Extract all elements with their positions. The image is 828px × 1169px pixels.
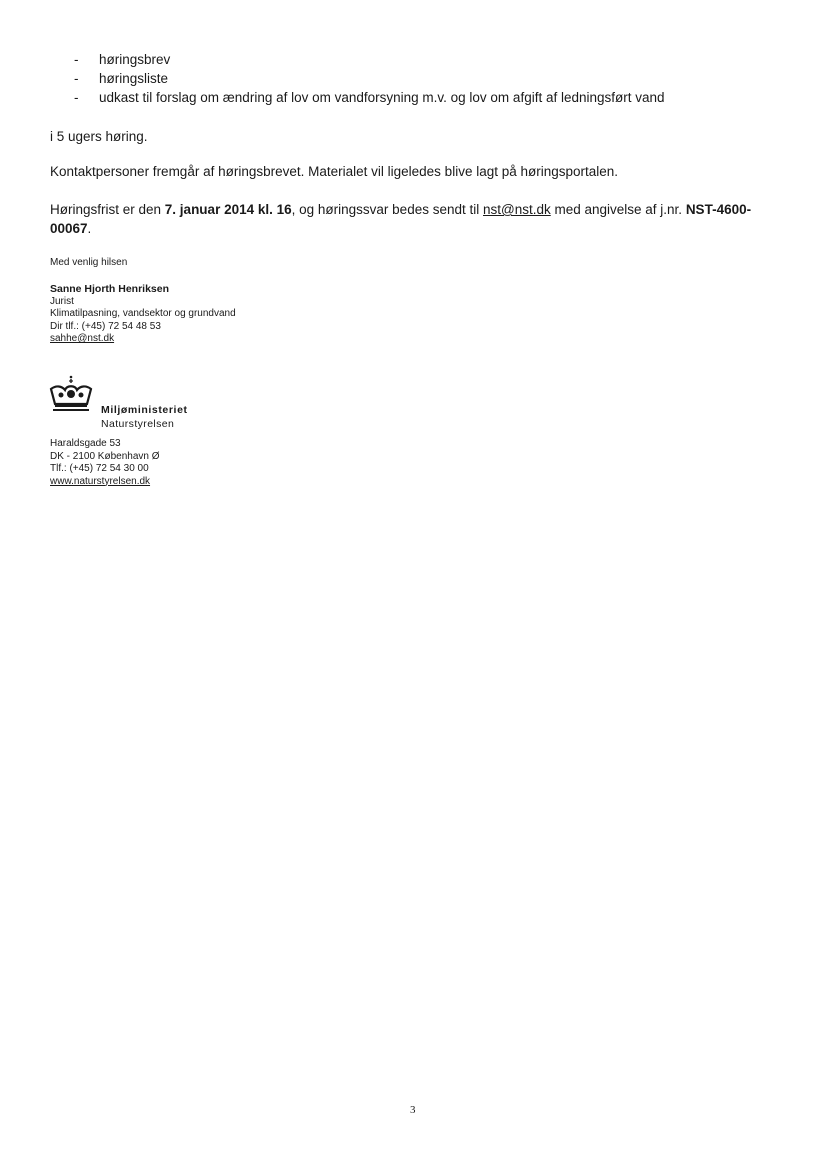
hearing-period-text: i 5 ugers høring. [50,129,148,144]
list-item-text: høringsliste [99,71,169,86]
list-dash: - [74,90,79,105]
contact-text: Kontaktpersoner fremgår af høringsbrevet. Materialet vil ligeledes blive lagt på høringsportalen. [50,164,619,179]
enclosure-list [50,50,665,107]
address-phone: Tlf.: (+45) 72 54 30 00 [50,463,149,474]
deadline-text: , og høringssvar bedes sendt til [291,202,483,217]
journal-number: NST-4600-00067 [50,202,752,236]
deadline-text: med angivelse af j.nr. [550,202,686,217]
ministry-logo [48,374,208,434]
list-dash: - [74,52,79,67]
list-dash: - [74,71,79,86]
deadline-text: Høringsfrist er den [50,202,165,217]
deadline-paragraph [50,200,775,238]
deadline-text: . [87,221,92,236]
signer-title: Jurist [50,295,74,307]
greeting: Med venlig hilsen [50,257,128,268]
signer-name: Sanne Hjorth Henriksen [50,283,170,295]
crown-icon [48,374,94,414]
address-block [50,438,160,488]
submission-email-link[interactable]: nst@nst.dk [483,202,551,217]
list-item [50,50,665,69]
page-number: 3 [410,1104,416,1116]
ministry-name: Miljøministeriet [101,404,188,416]
signer-phone: Dir tlf.: (+45) 72 54 48 53 [50,320,161,332]
agency-name: Naturstyrelsen [101,418,175,430]
address-street: Haraldsgade 53 [50,438,121,449]
list-item [50,88,665,107]
address-city: DK - 2100 København Ø [50,450,160,462]
signature-block [50,283,236,346]
list-item-text: udkast til forslag om ændring af lov om vandforsyning m.v. og lov om afgift af ledningsført vand [99,90,665,105]
list-item [50,69,665,88]
signer-email-link[interactable]: sahhe@nst.dk [50,333,115,344]
deadline-date: 7. januar 2014 kl. 16 [164,202,292,217]
signer-department: Klimatilpasning, vandsektor og grundvand [50,308,236,319]
website-link[interactable]: www.naturstyrelsen.dk [50,475,151,487]
list-item-text: høringsbrev [99,52,171,67]
